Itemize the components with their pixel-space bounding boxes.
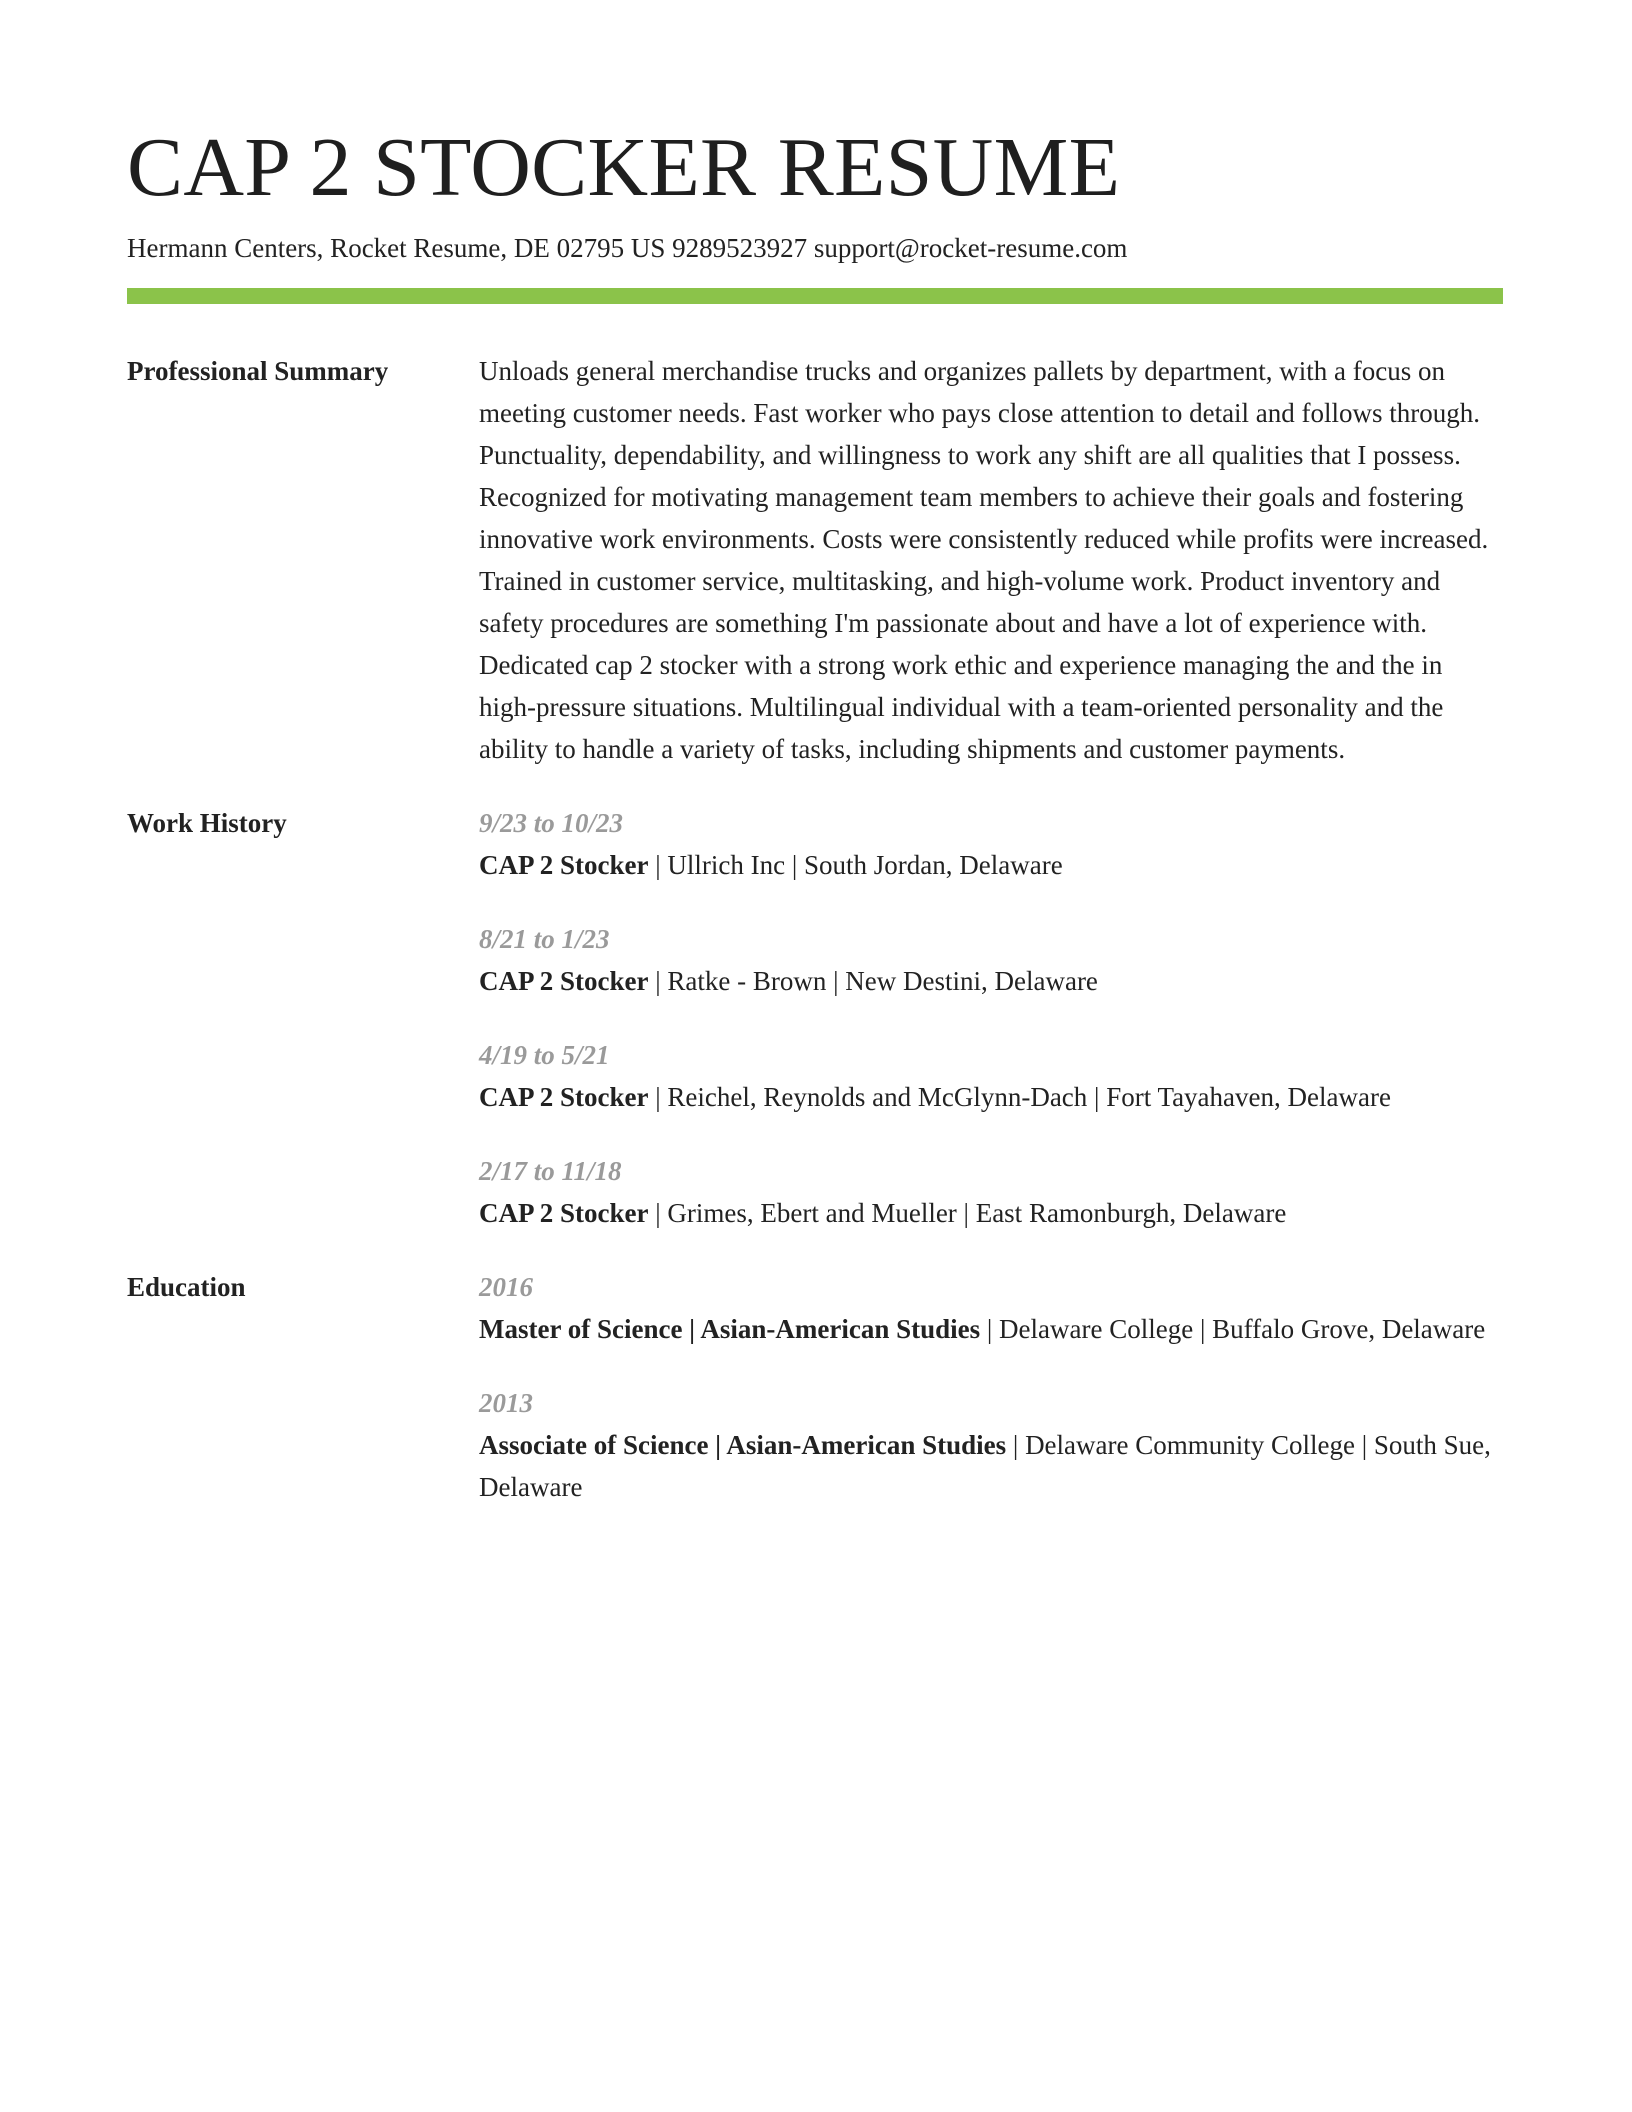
employer-location: Ratke - Brown | New Destini, Delaware: [667, 966, 1098, 996]
work-history-heading: Work History: [127, 808, 287, 838]
education-year: 2013: [479, 1388, 533, 1418]
job-title: CAP 2 Stocker: [479, 850, 649, 880]
employment-date-range: 4/19 to 5/21: [479, 1040, 610, 1070]
job-title: CAP 2 Stocker: [479, 1198, 649, 1228]
employer-location: Grimes, Ebert and Mueller | East Ramonburgh, Delaware: [667, 1198, 1287, 1228]
education-heading: Education: [127, 1272, 246, 1302]
accent-divider: [127, 288, 1503, 304]
resume-page: [127, 118, 1503, 1508]
job-separator: |: [648, 1198, 668, 1228]
contact-line: Hermann Centers, Rocket Resume, DE 02795 US 9289523927 support@rocket-resume.com: [127, 233, 1128, 263]
education-details-line: [479, 1424, 1503, 1508]
education-entry: [479, 1266, 1503, 1350]
education-section: [127, 1266, 1503, 1508]
professional-summary-section: [127, 350, 1503, 770]
professional-summary-text: Unloads general merchandise trucks and organizes pallets by department, with a focus on meeting customer needs. Fast worker who pays close attention to detail and follows through. Punctuality, dependability, and willingness to work any shift are all qualities that I possess. Recognized for motivating management team members to achieve their goals and fostering innovative work environments. Costs were consistently reduced while profits were increased. Trained in customer service, multitasking, and high-volume work. Product inventory and safety procedures are something I'm passionate about and have a lot of experience with. Dedicated cap 2 stocker with a strong work ethic and experience managing the and the in high-pressure situations. Multilingual individual with a team-oriented personality and the ability to handle a variety of tasks, including shipments and customer payments.: [479, 356, 1489, 764]
employment-date-range: 9/23 to 10/23: [479, 808, 624, 838]
work-history-entry: [479, 1034, 1503, 1118]
employment-details-line: [479, 844, 1503, 886]
degree-separator: |: [980, 1314, 1000, 1344]
work-history-entry: [479, 1150, 1503, 1234]
resume-title: CAP 2 STOCKER RESUME: [127, 121, 1121, 214]
work-history-list: [479, 802, 1503, 1234]
employer-location: Ullrich Inc | South Jordan, Delaware: [667, 850, 1063, 880]
employment-details-line: [479, 1076, 1503, 1118]
employment-details-line: [479, 960, 1503, 1002]
job-title: CAP 2 Stocker: [479, 966, 649, 996]
professional-summary-body: [479, 350, 1503, 770]
school-location: Delaware Community College | South Sue, Delaware: [479, 1430, 1491, 1502]
employment-details-line: [479, 1192, 1503, 1234]
employment-date-range: 2/17 to 11/18: [479, 1156, 622, 1186]
work-history-section: [127, 802, 1503, 1234]
education-entry: [479, 1382, 1503, 1508]
work-history-entry: [479, 918, 1503, 1002]
professional-summary-heading: Professional Summary: [127, 356, 389, 386]
education-details-line: [479, 1308, 1503, 1350]
job-separator: |: [648, 1082, 668, 1112]
job-title: CAP 2 Stocker: [479, 1082, 649, 1112]
degree-separator: |: [1006, 1430, 1026, 1460]
degree-title: Master of Science | Asian-American Studies: [479, 1314, 981, 1344]
school-location: Delaware College | Buffalo Grove, Delaware: [999, 1314, 1486, 1344]
education-list: [479, 1266, 1503, 1508]
employment-date-range: 8/21 to 1/23: [479, 924, 610, 954]
education-year: 2016: [479, 1272, 533, 1302]
job-separator: |: [648, 966, 668, 996]
job-separator: |: [648, 850, 668, 880]
work-history-entry: [479, 802, 1503, 886]
employer-location: Reichel, Reynolds and McGlynn-Dach | Fort Tayahaven, Delaware: [667, 1082, 1391, 1112]
degree-title: Associate of Science | Asian-American Studies: [479, 1430, 1007, 1460]
